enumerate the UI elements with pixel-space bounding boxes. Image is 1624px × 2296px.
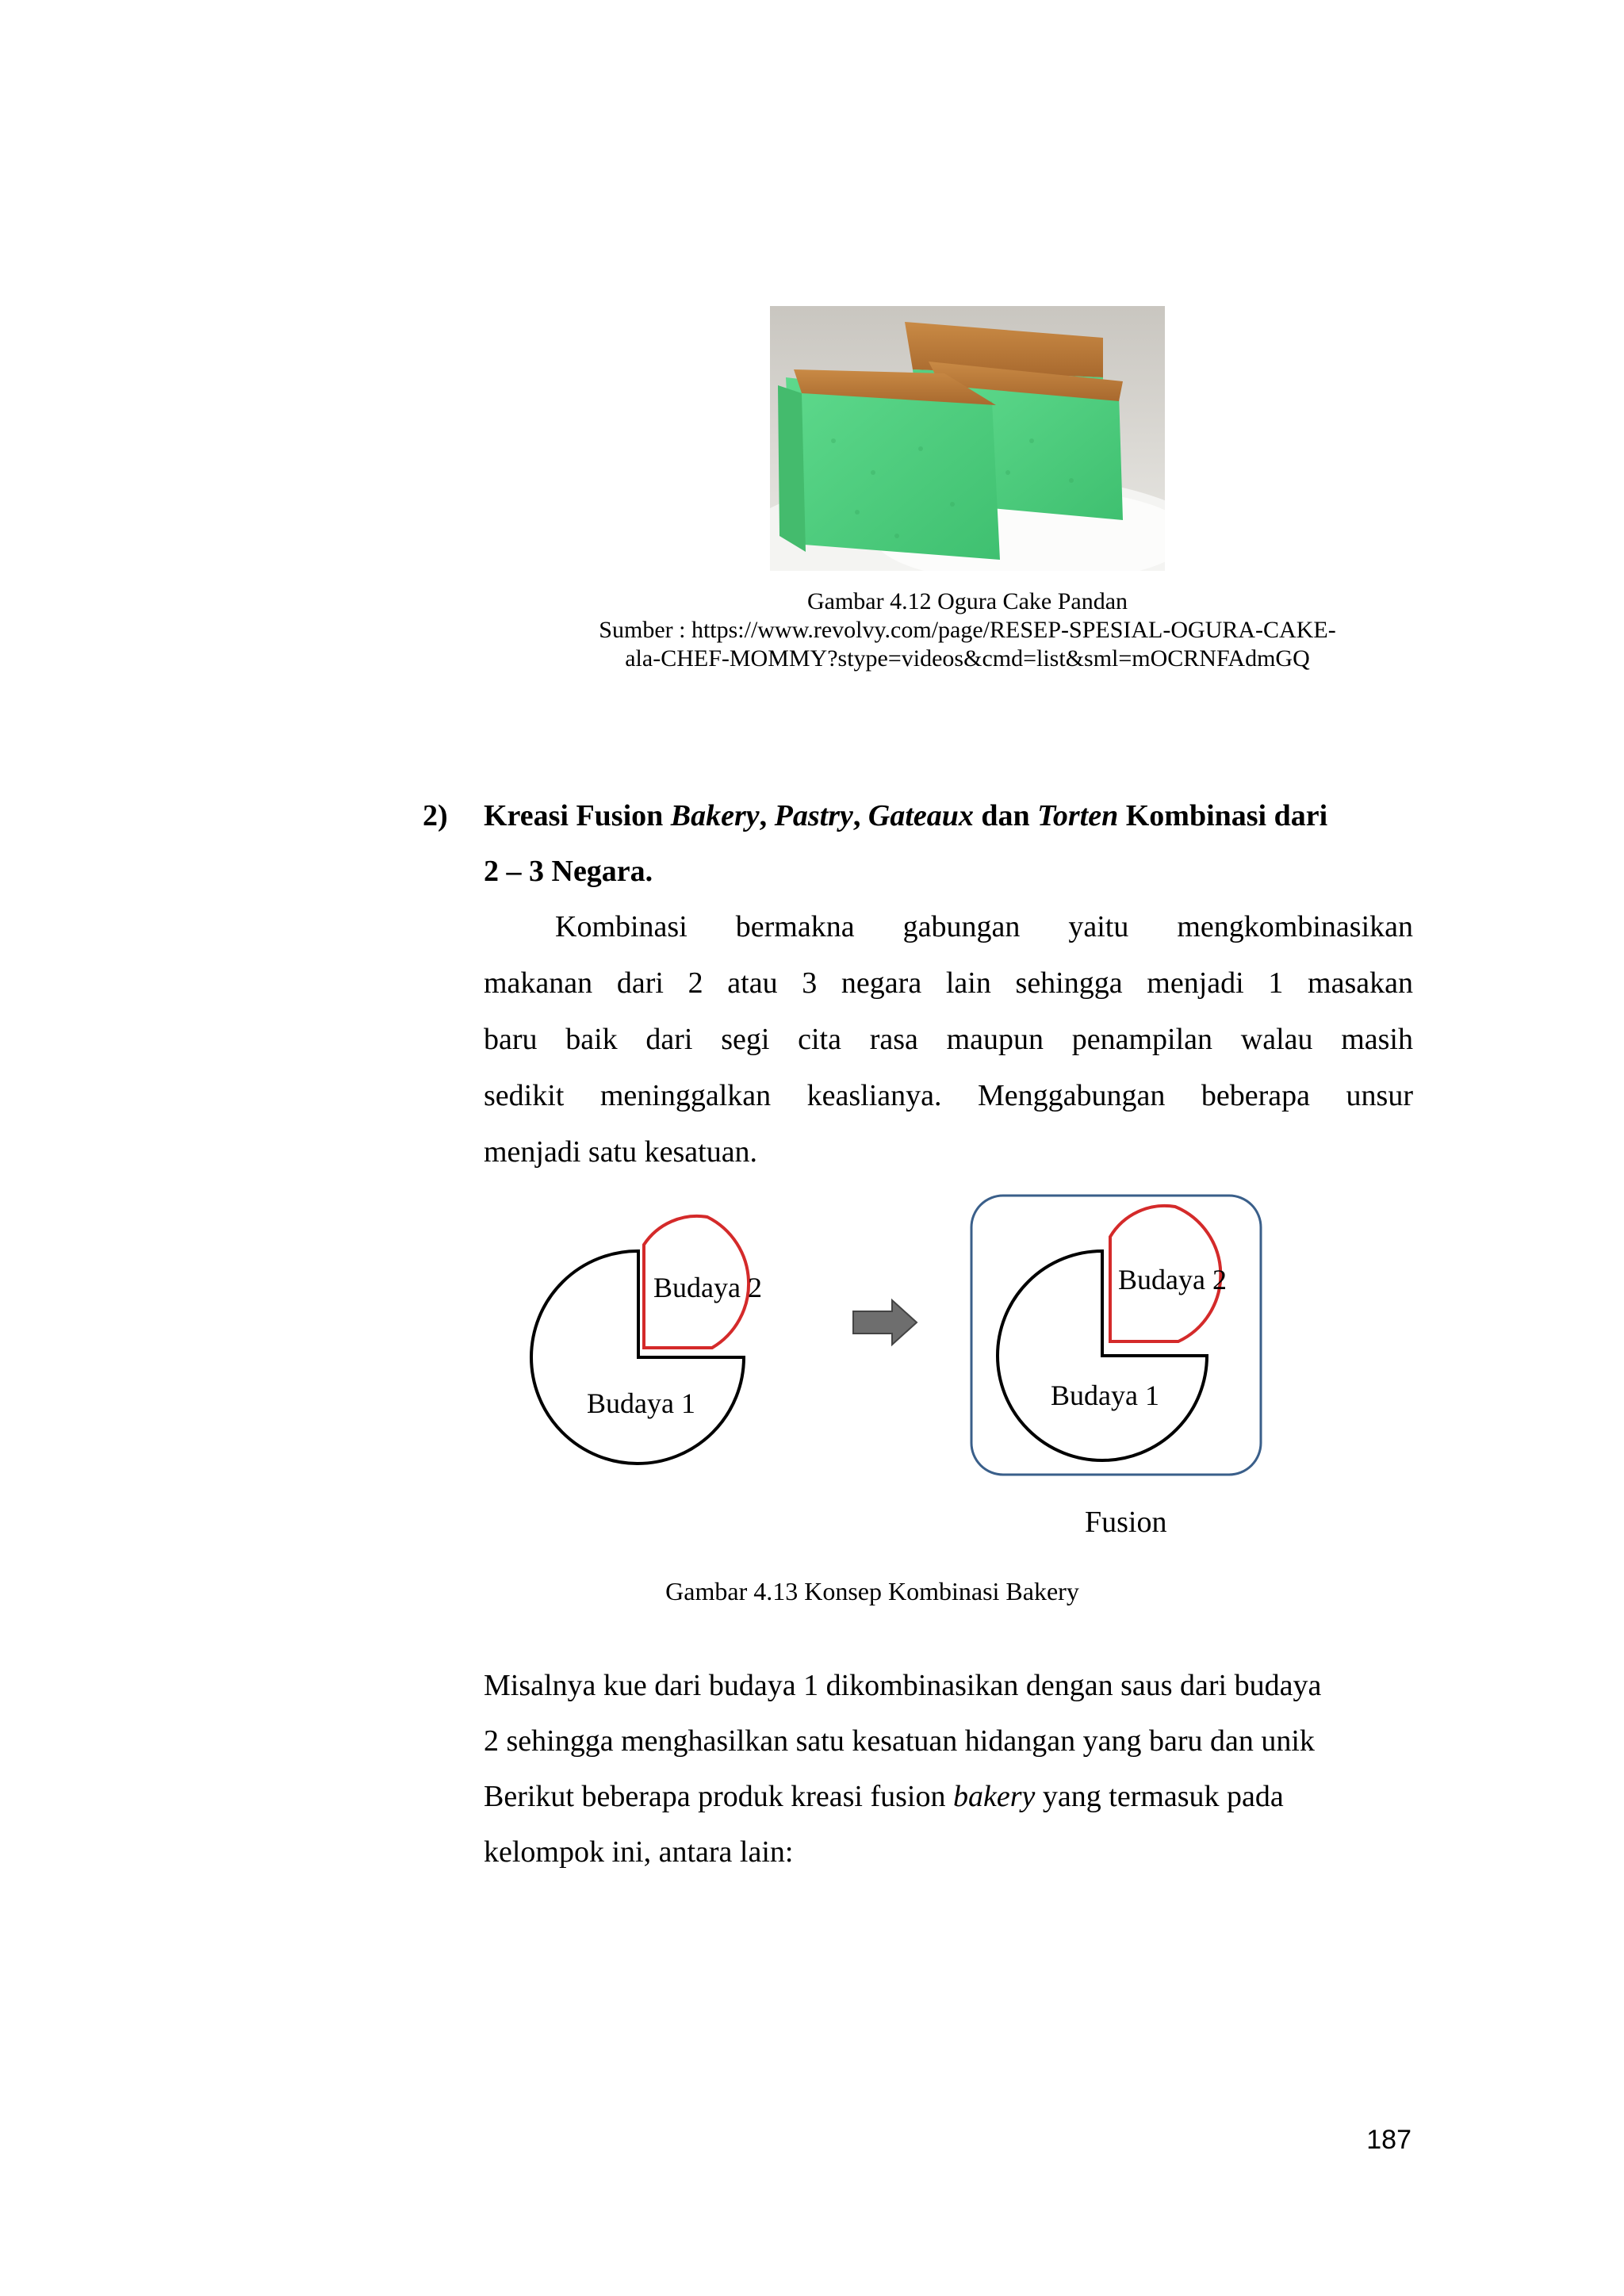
paragraph-text: yang termasuk pada [1035,1780,1284,1813]
fusion-budaya-1-label: Budaya 1 [1051,1380,1159,1411]
paragraph-term-bakery: bakery [953,1780,1036,1813]
budaya-2-label: Budaya 2 [653,1272,762,1303]
paragraph-line: Kombinasi bermakna gabungan yaitu mengkombinasikan [555,910,1413,943]
heading-term-bakery: Bakery [670,799,760,832]
paragraph-line: menjadi satu kesatuan. [484,1135,758,1169]
section-heading-line-2: 2 – 3 Negara. [484,855,653,888]
paragraph-line [484,1769,1284,1824]
fusion-label: Fusion [1085,1506,1167,1539]
figure-caption-2: Gambar 4.13 Konsep Kombinasi Bakery [665,1577,1079,1605]
heading-text: , [759,799,775,832]
budaya-1-label: Budaya 1 [587,1387,695,1419]
heading-text: , [852,799,868,832]
heading-term-gateaux: Gateaux [868,799,974,832]
heading-term-torten: Torten [1037,799,1119,832]
heading-term-pastry: Pastry [774,799,853,832]
paragraph-line: makanan dari 2 atau 3 negara lain sehingga menjadi 1 masakan [484,966,1413,1000]
heading-text: dan [973,799,1038,832]
paragraph-line: sedikit meninggalkan keaslianya. Menggabungan beberapa unsur [484,1079,1413,1112]
figure-source-line-2: ala-CHEF-MOMMY?stype=videos&cmd=list&sml=mOCRNFAdmGQ [625,645,1310,672]
page-number: 187 [1366,2125,1411,2155]
heading-text: Kreasi Fusion [484,799,671,832]
fusion-budaya-2-label: Budaya 2 [1118,1264,1227,1295]
heading-text: Kombinasi dari [1118,799,1328,832]
paragraph-line: baru baik dari segi cita rasa maupun penampilan walau masih [484,1023,1413,1056]
paragraph-text: Berikut beberapa produk kreasi fusion [484,1780,953,1813]
paragraph-line: 2 sehingga menghasilkan satu kesatuan hidangan yang baru dan unik [484,1724,1315,1758]
figure-source-line-1: Sumber : https://www.revolvy.com/page/RESEP-SPESIAL-OGURA-CAKE- [599,617,1336,643]
section-number: 2) [423,799,448,832]
figure-caption-1: Gambar 4.12 Ogura Cake Pandan [806,588,1128,614]
paragraph-line: kelompok ini, antara lain: [484,1835,794,1869]
arrow-right-icon [853,1300,917,1345]
paragraph-line: Misalnya kue dari budaya 1 dikombinasikan dengan saus dari budaya [484,1669,1322,1702]
